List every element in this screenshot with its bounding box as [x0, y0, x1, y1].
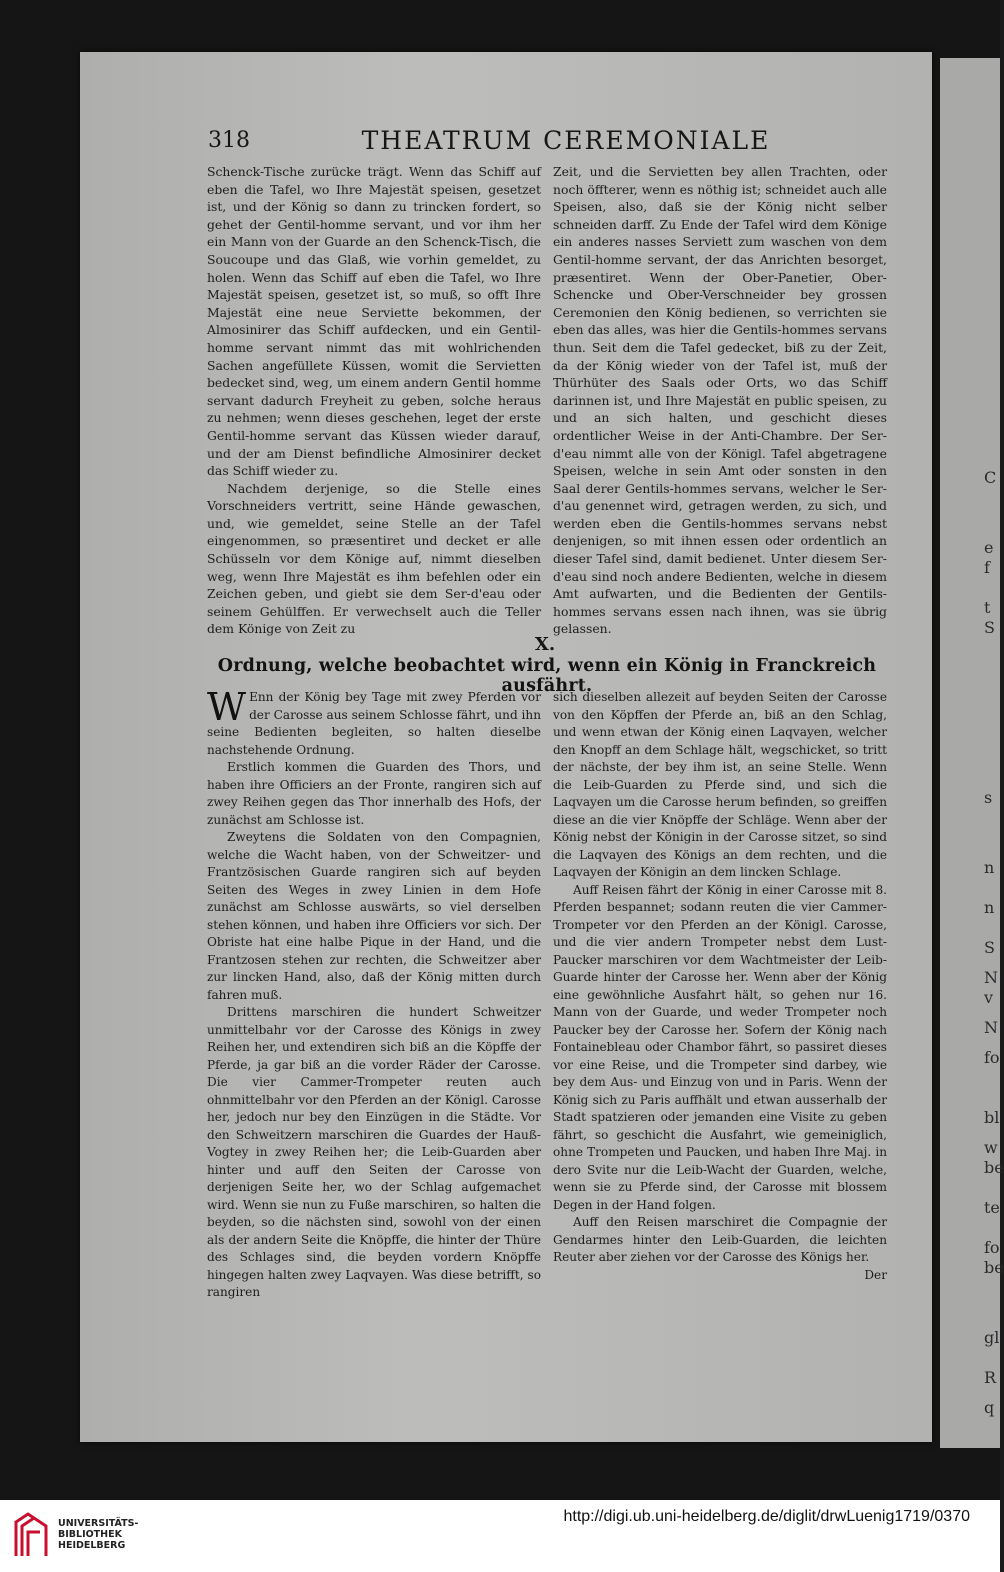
page-number: 318 — [208, 128, 250, 153]
next-page-text-fragment: gl — [984, 1328, 1000, 1347]
section-heading: Ordnung, welche beobachtet wird, wenn ein König in Franckreich ausfährt. — [217, 656, 877, 696]
page-header — [208, 128, 884, 158]
permalink-url[interactable]: http://digi.ub.uni-heidelberg.de/diglit/drwLuenig1719/0370 — [563, 1508, 970, 1525]
text-column-lower-right — [553, 689, 887, 1284]
university-logo-icon — [12, 1510, 52, 1560]
institution-line: HEIDELBERG — [58, 1540, 126, 1551]
paragraph: Zeit, und die Servietten bey allen Trachten, oder noch öffterer, wenn es nöthig ist; schneidet auch alle Speisen, also, daß sie der König nicht selber schneiden darff. Zu Ende der Tafel wird dem Könige ein anderes nasses Serviett zum waschen von dem Gentil-homme servant, der das Anrichten besorget, præsentiret. Wenn der Ober-Panetier, Ober-Schencke und Ober-Verschneider bey grossen Ceremonien den König bedienen, so verrichten sie eben das alles, was hier die Gentils-hommes servans thun. Seit dem die Tafel gedecket, biß zu der Zeit, da der König wieder von der Tafel ist, muß der Thürhüter des Saals oder Orts, wo das Schiff darinnen ist, und Ihre Majestät en public speisen, zu und an sich halten, und geschicht dieses ordentlicher Weise in der Anti-Chambre. Der Ser-d'eau nimmt alle von der Königl. Tafel abgetragene Speisen, welche in sein Amt oder sonsten in den Saal derer Gentils-hommes servans, welcher le Ser-d'au genennet wird, getragen werden, zu sich, und werden eben die Gentils-hommes servans nebst denjenigen, so mit ihnen essen oder ordentlich an dieser Tafel sind, damit bedienet. Unter diesem Ser-d'eau sind noch andere Bedienten, welche in diesem Amt aufwarten, und die Bedienten der Gentils-hommes servans essen nach ihnen, was sie übrig gelassen. — [553, 164, 887, 637]
text-column-upper-right — [553, 163, 887, 638]
paragraph: Schenck-Tische zurücke trägt. Wenn das Schiff auf eben die Tafel, wo Ihre Majestät speisen, gesetzet ist, und der König so dann zu trincken fordert, so gehet der Gentil-homme servant, und vor ihm her ein Mann von der Guarde an den Schenck-Tisch, die Soucoupe und das Glaß, wie vorhin gemeldet, zu holen. Wenn das Schiff auf eben die Tafel, wo Ihre Majestät speisen, gesetzet ist, so muß, so offt Ihre Majestät eine neue Serviette bekommen, der Almosinirer das Schiff aufdecken, und ein Gentil-homme servant nimmt das mit wohlrichenden Sachen angefüllete Küssen, womit die Servietten bedecket sind, weg, um einem andern Gentil homme servant dadurch Freyheit zu geben, solche heraus zu nehmen; wenn dieses geschehen, leget der erste Gentil-homme servant das Küssen wieder darauf, und der am Dienst befindliche Almosinirer decket das Schiff wieder zu. — [207, 164, 541, 479]
institution-line: UNIVERSITÄTS- — [58, 1518, 139, 1529]
running-title: THEATRUM CEREMONIALE — [361, 126, 771, 155]
next-page-text-fragment: bl — [984, 1108, 1000, 1127]
paragraph: Nachdem derjenige, so die Stelle eines Vorschneiders vertritt, seine Hände gewaschen, und, wie gemeldet, seine Stelle an der Tafel eingenommen, so præsentiret und decket er alle Schüsseln vor dem Könige auf, nimmt dieselben weg, wenn Ihre Majestät es ihm befehlen oder ein Zeichen geben, und giebt sie dem Ser-d'eau oder seinem Gehülffen. Er verwechselt auch die Teller dem Könige von Zeit zu — [207, 480, 541, 637]
next-page-text-fragment: S — [984, 938, 995, 957]
institution-name — [58, 1518, 138, 1551]
next-page-edge — [940, 58, 1004, 1448]
catchword: Der — [864, 1267, 887, 1282]
next-page-text-fragment: f — [984, 558, 990, 577]
paragraph-text: Enn der König bey Tage mit zwey Pferden vor der Carosse aus seinem Schlosse fährt, und ihn seine Bedienten begleiten, so halten dieselbe nachstehende Ordnung. — [207, 690, 541, 757]
paragraph: Auff den Reisen marschiret die Compagnie der Gendarmes hinter den Leib-Guarden, die leichten Reuter aber ziehen vor der Carosse des Königs her. — [553, 1215, 887, 1264]
next-page-text-fragment: be — [984, 1258, 1004, 1277]
next-page-text-fragment: n — [984, 858, 995, 877]
next-page-text-fragment: fo — [984, 1048, 1000, 1067]
next-page-text-fragment: S — [984, 618, 995, 637]
next-page-text-fragment: t — [984, 598, 991, 617]
section-number: X. — [534, 634, 556, 655]
next-page-text-fragment: fo — [984, 1238, 1000, 1257]
viewer-footer — [0, 1500, 1000, 1572]
next-page-text-fragment: C — [984, 468, 997, 487]
next-page-text-fragment: q — [984, 1398, 995, 1417]
next-page-text-fragment: te — [984, 1198, 1000, 1217]
text-column-upper-left — [207, 163, 541, 638]
next-page-text-fragment: e — [984, 538, 994, 557]
text-column-lower-left — [207, 685, 541, 1302]
next-page-text-fragment: N — [984, 968, 998, 987]
drop-cap: W — [207, 685, 247, 729]
next-page-text-fragment: R — [984, 1368, 997, 1387]
next-page-text-fragment: N — [984, 1018, 998, 1037]
next-page-text-fragment: be — [984, 1158, 1004, 1177]
next-page-text-fragment: v — [984, 988, 994, 1007]
next-page-text-fragment: s — [984, 788, 993, 807]
paragraph: Zweytens die Soldaten von den Compagnien, welche die Wacht haben, von der Schweitzer- und Frantzösischen Guarde rangiren sich auf beyden Seiten des Weges in zwey Linien in dem Hofe zunächst am Schlosse auswärts, so viel derselben stehen können, und haben ihre Officiers vor sich. Der Obriste hat eine halbe Pique in der Hand, und die Frantzosen stehen zur rechten, die Schweitzer aber zur lincken Hand, also, daß der König mitten durch fahren muß. — [207, 830, 541, 1002]
paragraph: Auff Reisen fährt der König in einer Carosse mit 8. Pferden bespannet; sodann reuten die vier Cammer-Trompeter vor den Pferden an der Königl. Carosse, und die vier andern Trompeter nebst dem Lust-Paucker marschiren vor dem Wachtmeister der Leib-Guarde hinter der Carosse her. Wenn aber der König eine gewöhnliche Ausfahrt hält, so gehen nur 16. Mann von der Guarde, und weder Trompeter noch Paucker bey der Carosse her. Sofern der König nach Fontainebleau oder Chambor fährt, so passiret dieses vor eine Reise, und die Trompeter sind darbey, wie bey dem Aus- und Einzug von und in Paris. Wenn der König sich zu Paris auffhält und etwan ausserhalb der Stadt spatzieren oder jemanden eine Visite zu geben fährt, so geschicht die Ausfahrt, wie gemeiniglich, ohne Trompeten und Paucken, und haben Ihre Maj. in dero Svite nur die Leib-Wacht der Guarden, welche, wenn sie zu Pferde sind, der Carosse mit blossem Degen in der Hand folgen. — [553, 882, 887, 1212]
paragraph: sich dieselben allezeit auf beyden Seiten der Carosse von den Köpffen der Pferde an, biß an den Schlag, und wenn etwan der König einen Laqvayen, welcher den Knopff an dem Schlage hält, wegschicket, so tritt der nächste, der bey ihm ist, an seine Stelle. Wenn die Leib-Guarden zu Pferde sind, und sich die Laqvayen um die Carosse herum befinden, so greiffen diese an die vier Knöpffe der Schläge. Wenn aber der König nebst der Königin in der Carosse sitzet, so sind die Laqvayen des Königs an dem rechten, und die Laqvayen der Königin an dem lincken Schlage. — [553, 690, 887, 879]
institution-line: BIBLIOTHEK — [58, 1529, 122, 1540]
paragraph — [207, 685, 541, 759]
paragraph: Erstlich kommen die Guarden des Thors, und haben ihre Officiers an der Fronte, rangiren sich auf zwey Reihen gegen das Thor innerhalb des Hofs, der zunächst am Schlosse ist. — [207, 760, 541, 827]
next-page-text-fragment: w — [984, 1138, 998, 1157]
paragraph: Drittens marschiren die hundert Schweitzer unmittelbahr vor der Carosse des Königs in zwey Reihen her, und extendiren sich biß an die Köpffe der Pferde, ja gar biß an die vorder Räder der Carosse. Die vier Cammer-Trompeter reuten auch ohnmittelbahr vor den Pferden an der Königl. Carosse her, jedoch nur bey den Einzügen in die Städte. Vor den Schweitzern marschiren die Guardes der Hauß-Vogtey in zwey Reihen her; die Leib-Guarden aber hinter und auff den Seiten der Carosse von derjenigen Seite her, wo der Schlag aufgemachet wird. Wenn sie nun zu Fuße marschiren, so halten die beyden, so die nächsten sind, sowohl von der einen als der andern Seite die Knöpffe, die hinter der Thüre des Schlages sind, die beyden vordern Knöpffe hingegen halten zwey Laqvayen. Was diese betrifft, so rangiren — [207, 1005, 541, 1299]
next-page-text-fragment: n — [984, 898, 995, 917]
